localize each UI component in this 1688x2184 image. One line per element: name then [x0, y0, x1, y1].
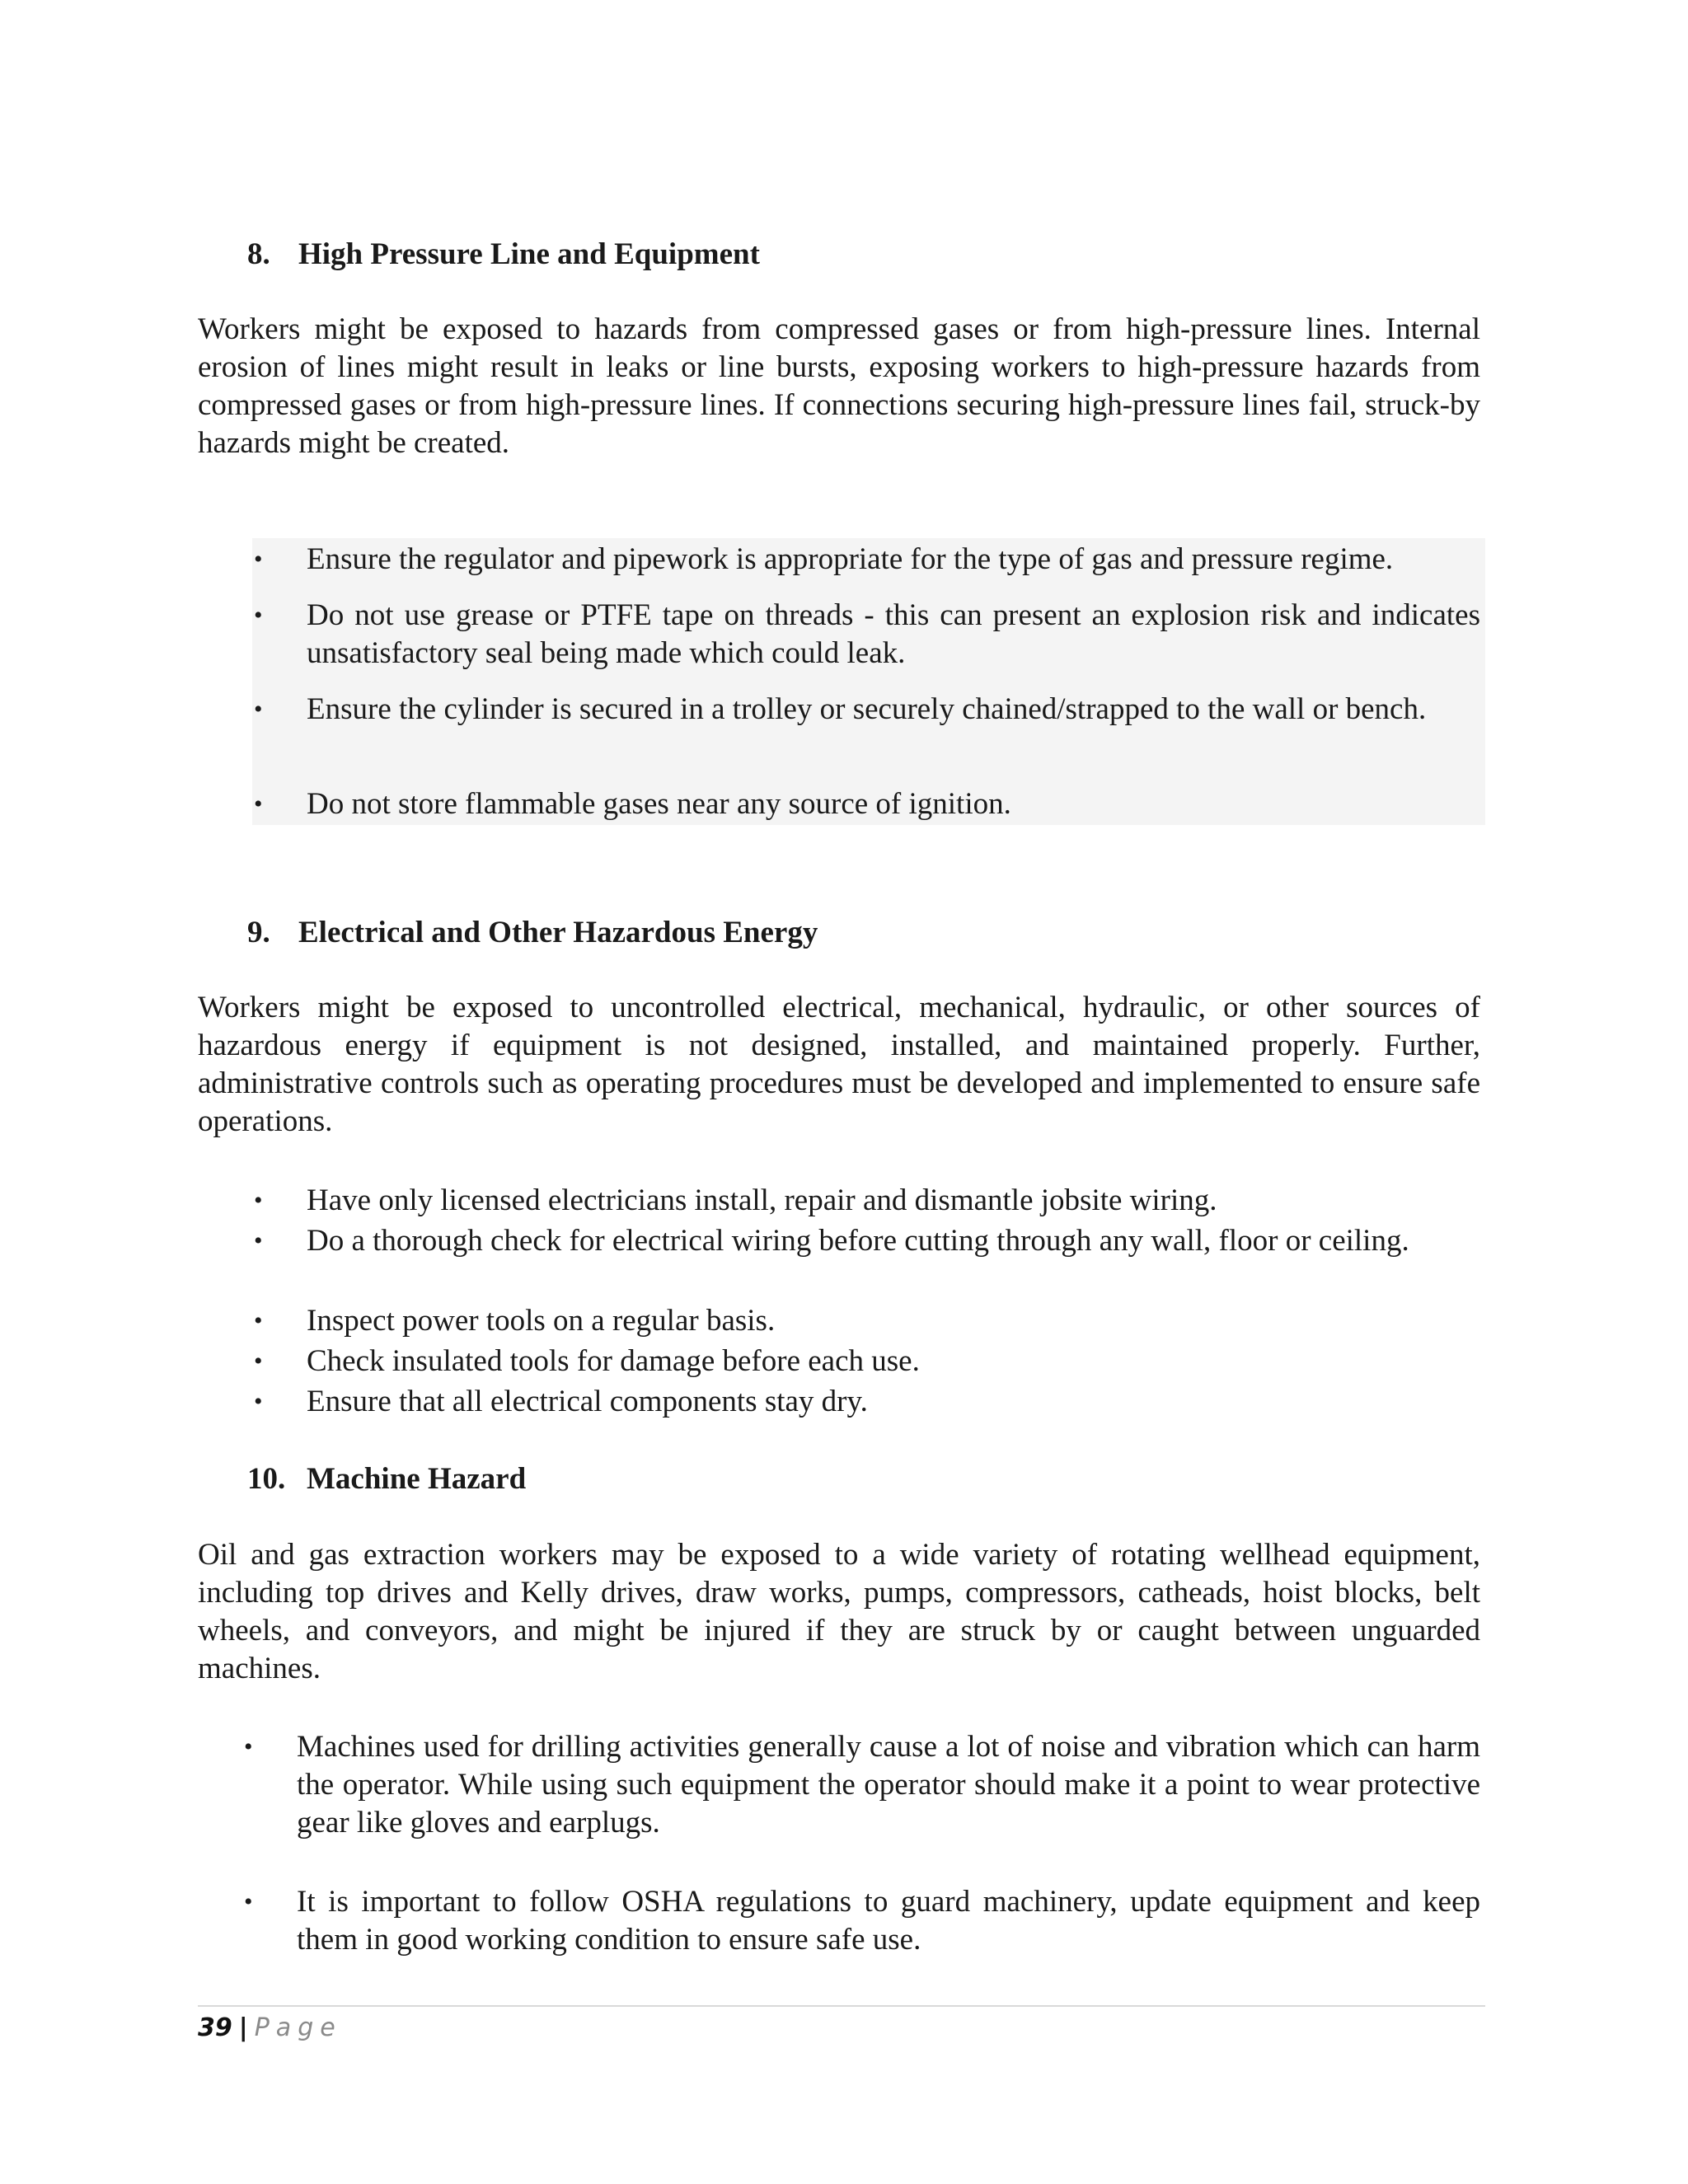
section-9-bullet-5 [254, 1383, 1480, 1421]
section-10-paragraph: Oil and gas extraction workers may be exposed to a wide variety of rotating wellhead equipment, including top drives and Kelly drives, draw works, pumps, compressors, catheads, hoist blocks, belt wheels, and conveyors, and might be injured if they are struck by or caught between unguarded machines. [198, 1538, 1480, 1685]
section-10-bullet-2 [244, 1883, 1480, 1959]
section-8-bullet-4 [254, 785, 1480, 823]
bullet-text: Do not use grease or PTFE tape on threads - this can present an explosion risk and indicates unsatisfactory seal being made which could leak. [307, 598, 1480, 670]
bullet-dot: • [244, 1733, 253, 1760]
bullet-dot: • [254, 1227, 263, 1254]
section-8-bullet-2 [254, 597, 1480, 673]
section-8-bullet-shading [252, 538, 1485, 825]
bullet-text: It is important to follow OSHA regulations to guard machinery, update equipment and keep them in good working condition to ensure safe use. [297, 1885, 1480, 1957]
bullet-dot: • [254, 1307, 263, 1334]
bullet-text: Inspect power tools on a regular basis. [307, 1304, 776, 1338]
section-8-title: High Pressure Line and Equipment [298, 237, 760, 271]
bullet-dot: • [254, 1187, 263, 1214]
section-9-bullet-1 [254, 1182, 1480, 1220]
bullet-dot: • [254, 1347, 263, 1375]
bullet-text: Machines used for drilling activities generally cause a lot of noise and vibration which can harm the operator. While using such equipment the operator should make it a point to wear protective gear like gloves and earplugs. [297, 1730, 1480, 1840]
section-8-paragraph: Workers might be exposed to hazards from compressed gases or from high-pressure lines. Internal erosion of lines might result in leaks or line bursts, exposing workers to high-pressure hazards from compressed gases or from high-pressure lines. If connections securing high-pressure lines fail, struck-by hazards might be created. [198, 312, 1480, 460]
footer-divider [198, 2005, 1485, 2007]
section-10-heading [247, 1460, 526, 1498]
bullet-text: Have only licensed electricians install, repair and dismantle jobsite wiring. [307, 1183, 1217, 1217]
section-9-bullet-2 [254, 1222, 1480, 1260]
bullet-dot: • [254, 790, 263, 818]
section-9-paragraph: Workers might be exposed to uncontrolled electrical, mechanical, hydraulic, or other sources of hazardous energy if equipment is not designed, installed, and maintained properly. Further, administrative controls such as operating procedures must be developed and implemented to ensure safe operations. [198, 991, 1480, 1138]
section-8-number: 8. [247, 237, 270, 271]
bullet-text: Ensure the cylinder is secured in a trolley or securely chained/strapped to the wall or bench. [307, 692, 1427, 726]
section-10-number: 10. [247, 1462, 286, 1496]
section-8-bullet-3 [254, 691, 1480, 729]
bullet-text: Ensure that all electrical components stay dry. [307, 1385, 868, 1418]
section-9-title: Electrical and Other Hazardous Energy [298, 916, 818, 949]
bullet-text: Check insulated tools for damage before each use. [307, 1344, 920, 1378]
section-8-bullet-1 [254, 541, 1480, 579]
footer-separator: | [238, 2013, 248, 2042]
section-10-title: Machine Hazard [307, 1462, 527, 1496]
bullet-text: Ensure the regulator and pipework is appropriate for the type of gas and pressure regime. [307, 542, 1394, 576]
bullet-dot: • [244, 1888, 253, 1915]
page-label: Page [254, 2013, 342, 2042]
bullet-text: Do a thorough check for electrical wiring before cutting through any wall, floor or ceiling. [307, 1224, 1409, 1258]
page-number: 39 [198, 2013, 232, 2042]
section-9-bullet-4 [254, 1343, 1480, 1380]
bullet-dot: • [254, 546, 263, 573]
section-9-number: 9. [247, 916, 270, 949]
section-9-bullet-3 [254, 1302, 1480, 1340]
bullet-dot: • [254, 696, 263, 723]
bullet-dot: • [254, 1388, 263, 1415]
section-8-heading [247, 236, 760, 274]
section-9-heading [247, 914, 818, 952]
bullet-dot: • [254, 602, 263, 629]
page-footer [198, 2012, 342, 2045]
section-10-bullet-1 [244, 1728, 1480, 1842]
bullet-text: Do not store flammable gases near any source of ignition. [307, 787, 1011, 821]
